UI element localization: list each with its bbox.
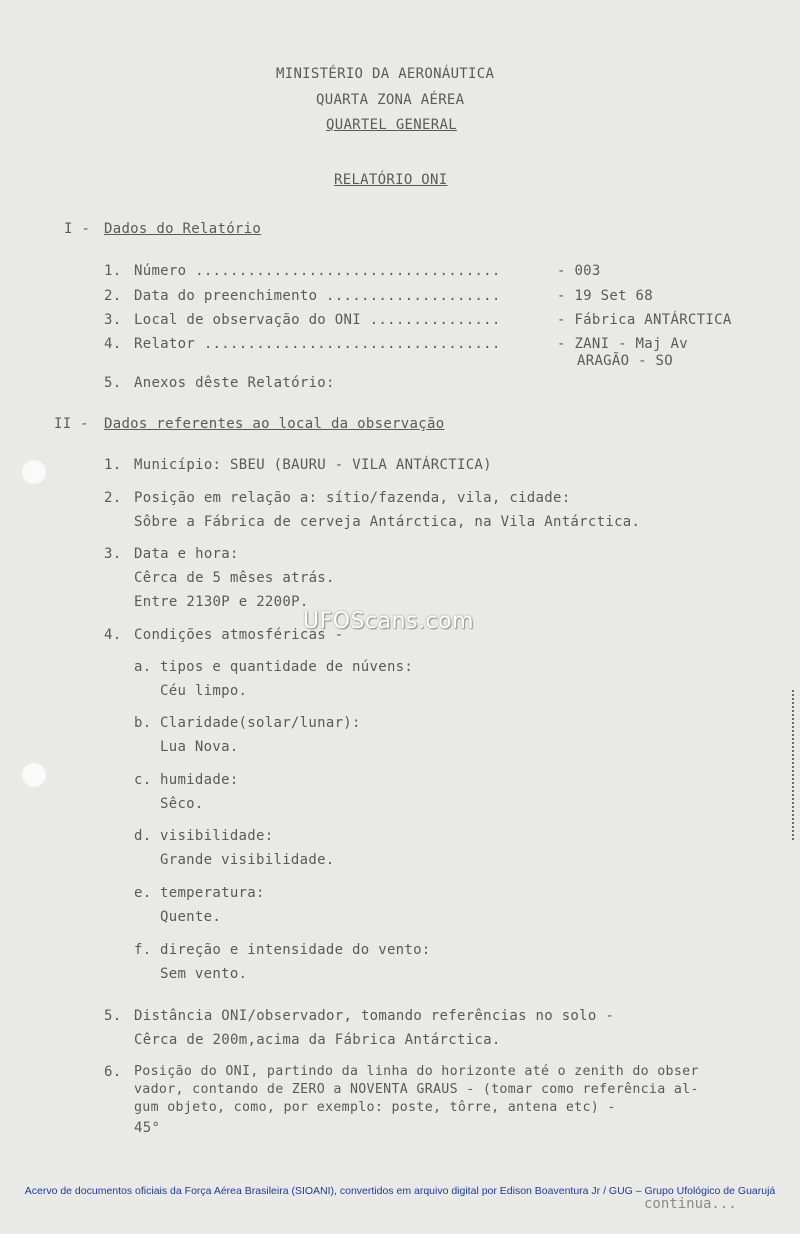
sub-answer: Quente. [160, 909, 222, 925]
sub-answer: Sêco. [160, 796, 204, 812]
item-number: 3. [104, 312, 122, 328]
sub-label: temperatura: [160, 885, 265, 901]
sub-answer: Céu limpo. [160, 683, 248, 699]
item-number: 4. [104, 627, 122, 643]
item-answer: Sôbre a Fábrica de cerveja Antárctica, na Vila Antárctica. [134, 514, 641, 530]
item-number: 1. [104, 457, 122, 473]
item-text: Distância ONI/observador, tomando referências no solo - [134, 1008, 615, 1024]
item-number: 5. [104, 1008, 122, 1024]
item-text: Condições atmosféricas - [134, 627, 344, 643]
sub-label: direção e intensidade do vento: [160, 942, 431, 958]
sub-label: tipos e quantidade de núvens: [160, 659, 414, 675]
header-hq: QUARTEL GENERAL [326, 117, 457, 133]
header-zone: QUARTA ZONA AÉREA [316, 92, 465, 108]
punch-hole-bottom [21, 762, 47, 788]
item-text: Posição do ONI, partindo da linha do horizonte até o zenith do obser [134, 1064, 699, 1079]
item-text: Município: SBEU (BAURU - VILA ANTÁRCTICA) [134, 457, 492, 473]
field-label: Número ................................... [134, 263, 501, 279]
field-label: Local de observação do ONI ............... [134, 312, 501, 328]
field-label: Data do preenchimento .................... [134, 288, 501, 304]
item-text: vador, contando de ZERO a NOVENTA GRAUS - (tomar como referência al- [134, 1082, 699, 1097]
sub-answer: Grande visibilidade. [160, 852, 335, 868]
sub-label: visibilidade: [160, 828, 274, 844]
sub-letter: e. [134, 885, 152, 901]
section1-number: I - [64, 221, 91, 237]
item-number: 4. [104, 336, 122, 352]
section2-number: II - [54, 416, 89, 432]
sub-letter: f. [134, 942, 152, 958]
item-text: Posição em relação a: sítio/fazenda, vila, cidade: [134, 490, 571, 506]
edge-perforation [792, 690, 798, 840]
field-value-continued: ARAGÃO - SO [577, 353, 674, 369]
sub-letter: d. [134, 828, 152, 844]
item-number: 2. [104, 288, 122, 304]
item-answer: Cêrca de 200m,acima da Fábrica Antárctica. [134, 1032, 501, 1048]
sub-answer: Sem vento. [160, 966, 248, 982]
item-answer: 45° [134, 1120, 161, 1136]
field-value: - ZANI - Maj Av [557, 336, 688, 352]
item-answer: Entre 2130P e 2200P. [134, 594, 309, 610]
item-number: 3. [104, 546, 122, 562]
field-value: - 19 Set 68 [557, 288, 654, 304]
archive-footer: Acervo de documentos oficiais da Força Aérea Brasileira (SIOANI), convertidos em arquivo digital por Edison Boaventura Jr / GUG – Grupo Ufológico de Guarujá [24, 1185, 776, 1197]
item-answer: Cêrca de 5 mêses atrás. [134, 570, 335, 586]
item-number: 1. [104, 263, 122, 279]
header-ministry: MINISTÉRIO DA AERONÁUTICA [276, 66, 495, 82]
item-number: 2. [104, 490, 122, 506]
field-label: Anexos dêste Relatório: [134, 375, 335, 391]
sub-letter: b. [134, 715, 152, 731]
section1-heading: Dados do Relatório [104, 221, 262, 237]
item-number: 6. [104, 1064, 122, 1080]
field-value: - 003 [557, 263, 601, 279]
field-value: - Fábrica ANTÁRCTICA [557, 312, 732, 328]
section2-heading: Dados referentes ao local da observação [104, 416, 445, 432]
report-title: RELATÓRIO ONI [334, 172, 448, 188]
field-label: Relator .................................. [134, 336, 501, 352]
item-text: gum objeto, como, por exemplo: poste, tôrre, antena etc) - [134, 1100, 616, 1115]
sub-letter: c. [134, 772, 152, 788]
sub-answer: Lua Nova. [160, 739, 239, 755]
item-text: Data e hora: [134, 546, 239, 562]
sub-label: Claridade(solar/lunar): [160, 715, 361, 731]
continues-note: continua... [644, 1196, 737, 1212]
sub-label: humidade: [160, 772, 239, 788]
item-number: 5. [104, 375, 122, 391]
punch-hole-top [21, 459, 47, 485]
sub-letter: a. [134, 659, 152, 675]
watermark: UFOScans.com [303, 609, 474, 634]
